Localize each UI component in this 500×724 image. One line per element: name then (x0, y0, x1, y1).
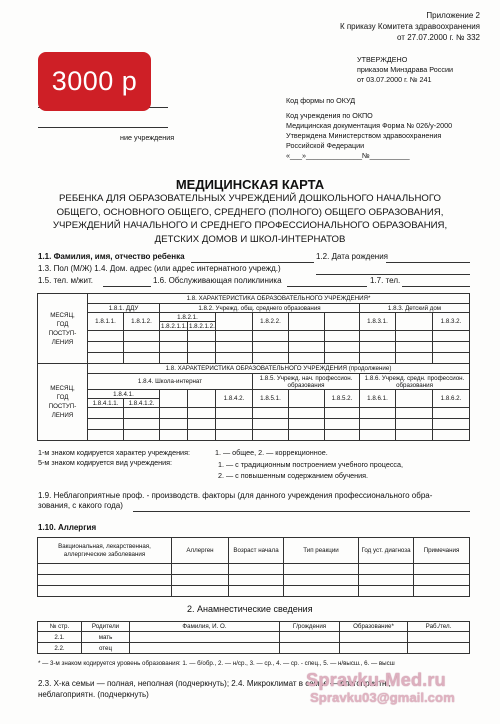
allergy-col-type: Вакциональная, лекарственная, аллергические заболевания (38, 538, 172, 564)
col-header: 1.8.6.2. (433, 390, 470, 408)
table-row (38, 353, 470, 364)
allergy-col-notes: Примечания (414, 538, 470, 564)
institution-table-1 (37, 293, 470, 364)
date-number-blank: «___»______________№__________ (286, 151, 410, 160)
col-header (325, 313, 360, 331)
month-year-header: МЕСЯЦ, ГОД ПОСТУП- ЛЕНИЯ (38, 294, 88, 364)
okpo-label: Код учреждения по ОКПО (286, 111, 373, 120)
col-header: 1.8.2.1. (160, 313, 216, 322)
okud-label: Код формы по ОКУД (286, 96, 356, 105)
fifth-sign-option-2: 2. — с повышенным содержанием обучения. (218, 471, 369, 480)
month-year-header: МЕСЯЦ, ГОД ПОСТУП- ЛЕНИЯ (38, 364, 88, 441)
table-row (38, 430, 470, 441)
watermark-email: Spravku03@gmail.com (310, 690, 455, 705)
col-header: 1.8.4.2. (216, 390, 253, 408)
col-header (216, 313, 253, 331)
group-secondary-professional: 1.8.6. Учрежд. средн. профессион. образования (360, 374, 470, 390)
factors-line-2: зования, с какого года) (38, 501, 123, 510)
col-header: 1.8.5.1. (253, 390, 289, 408)
col-header: 1.8.1.2. (124, 313, 160, 331)
anamnesis-title: 2. Анамнестические сведения (187, 604, 313, 614)
col-header: 1.8.3.2. (433, 313, 470, 331)
table-row (38, 575, 470, 586)
group-orphanage: 1.8.3. Детский дом (360, 304, 470, 313)
federation-label: Российской Федерации (286, 141, 365, 150)
family-line-1: 2.3. Х-ка семьи — полная, неполная (подчеркнуть); 2.4. Микроклимат в семье — благоприятн., (38, 679, 391, 688)
field-clinic-label: 1.6. Обслуживающая поликлиника (153, 276, 282, 285)
watermark-site: Spravku-Med.ru (306, 669, 446, 690)
order-date: от 27.07.2000 г. № 332 (397, 33, 480, 42)
first-sign-options: 1. — общее, 2. — коррекционное. (215, 448, 328, 457)
table-row (38, 564, 470, 575)
field-birth-date-line (386, 262, 470, 263)
allergy-col-year: Год уст. диагноза (359, 538, 414, 564)
field-sex-address-label: 1.3. Пол (М/Ж) 1.4. Дом. адрес (или адрес интернатного учрежд.) (38, 264, 281, 273)
col-subheader: 1.8.2.1.1. (161, 322, 187, 330)
col-header: 1.8.3.1. (360, 313, 396, 331)
institution-table-2 (37, 363, 470, 441)
table-row (38, 586, 470, 597)
col-header (396, 313, 433, 331)
table-row (38, 419, 470, 430)
subtitle-line-3: УЧРЕЖДЕНИЙ НАЧАЛЬНОГО И СРЕДНЕГО ПРОФЕССИОНАЛЬНОГО ОБРАЗОВАНИЯ, (52, 220, 448, 232)
allergy-col-allergen: Аллерген (172, 538, 229, 564)
subtitle-line-1: РЕБЕНКА ДЛЯ ОБРАЗОВАТЕЛЬНЫХ УЧРЕЖДЕНИЙ ДОШКОЛЬНОГО НАЧАЛЬНОГО (59, 193, 441, 204)
field-clinic-phone-label: 1.7. тел. (370, 276, 401, 285)
allergy-table (37, 537, 470, 597)
price-badge: 3000 р (38, 52, 151, 111)
table-row: 2.2. отец (38, 643, 470, 654)
factors-line (133, 511, 470, 512)
col-header: 1.8.6.1. (360, 390, 396, 408)
field-clinic-phone-line (402, 286, 470, 287)
left-partial-2: ние учреждения (120, 133, 175, 142)
col-header (188, 390, 216, 408)
factors-line-1: 1.9. Неблагоприятные проф. - производств. факторы (для данного учреждения профессионального обра- (38, 491, 433, 500)
field-full-name-label: 1.1. Фамилия, имя, отчество ребенка (38, 252, 185, 261)
anamnesis-col-name: Фамилия, И. О. (130, 622, 280, 632)
table1-title: 1.8. ХАРАКТЕРИСТИКА ОБРАЗОВАТЕЛЬНОГО УЧРЕЖДЕНИЯ* (88, 294, 470, 304)
table2-title: 1.8. ХАРАКТЕРИСТИКА ОБРАЗОВАТЕЛЬНОГО УЧРЕЖДЕНИЯ (продолжение) (88, 364, 470, 374)
field-birth-date-label: 1.2. Дата рождения (316, 252, 388, 261)
first-sign-note: 1-м знаком кодируется характер учреждения: (38, 448, 190, 457)
col-header (160, 390, 188, 408)
field-address-line (316, 274, 470, 275)
approved-ministry: Утверждена Министерством здравоохранения (286, 131, 442, 140)
group-general-school: 1.8.2. Учрежд. общ. среднего образования (160, 304, 360, 313)
document-title: МЕДИЦИНСКАЯ КАРТА (175, 177, 325, 192)
allergy-col-age: Возраст начала (229, 538, 284, 564)
appendix-label: Приложение 2 (426, 11, 480, 20)
family-line-2: неблагоприятн. (подчеркнуть) (38, 690, 149, 699)
col-subheader: 1.8.4.1.1. (88, 399, 124, 408)
field-clinic-line (287, 286, 367, 287)
anamnesis-table (37, 621, 470, 654)
approved-date: от 03.07.2000 г. № 241 (357, 75, 432, 84)
anamnesis-col-work: Раб./тел. (408, 622, 470, 632)
group-boarding-school: 1.8.4. Школа-интернат (88, 374, 253, 390)
anamnesis-col-num: № стр. (38, 622, 82, 632)
subtitle-line-2: ОБЩЕГО, ОСНОВНОГО ОБЩЕГО, СРЕДНЕГО (ПОЛНОГО) ОБЩЕГО ОБРАЗОВАНИЯ, (56, 206, 444, 218)
anamnesis-col-parents: Родители (82, 622, 130, 632)
group-initial-professional: 1.8.5. Учрежд. нач. профессион. образования (253, 374, 360, 390)
col-header: 1.8.5.2. (325, 390, 360, 408)
col-header: 1.8.4.1. (88, 390, 160, 399)
col-subheader: 1.8.4.1.2. (124, 399, 160, 408)
table-row (38, 331, 470, 342)
anamnesis-col-birth-year: Г/рождения (280, 622, 340, 632)
order-line: К приказу Комитета здравоохранения (339, 22, 480, 31)
field-home-phone-label: 1.5. тел. м/жит. (38, 276, 93, 285)
table-row (38, 408, 470, 419)
divider (38, 127, 168, 128)
subtitle-line-4: ДЕТСКИХ ДОМОВ И ШКОЛ-ИНТЕРНАТОВ (154, 233, 346, 245)
field-home-phone-line (103, 286, 151, 287)
fifth-sign-option-1: 1. — с традиционным построением учебного процесса, (218, 460, 404, 469)
education-footnote: * — 3-м знаком кодируется уровень образования: 1. — б/обр., 2. — н/ср., 3. — ср., 4. — ср. - спец., 5. — н/высш., 6. — высш (38, 660, 395, 667)
allergy-title: 1.10. Аллергия (38, 523, 97, 532)
col-header (289, 313, 325, 331)
fifth-sign-note: 5-м знаком кодируется вид учреждения: (38, 458, 173, 467)
table-row (38, 342, 470, 353)
med-doc-label: Медицинская документация Форма № 026/у-2000 (286, 121, 453, 130)
field-full-name-line (191, 262, 314, 263)
col-subheader: 1.8.2.1.2. (189, 322, 215, 330)
allergy-col-reaction: Тип реакции (284, 538, 359, 564)
col-header: 1.8.1.1. (88, 313, 124, 331)
approved-label: УТВЕРЖДЕНО (357, 55, 408, 64)
table-row: 2.1. мать (38, 632, 470, 643)
col-header (289, 390, 325, 408)
approved-by: приказом Минздрава России (357, 65, 453, 74)
col-header: 1.8.2.2. (253, 313, 289, 331)
col-header (396, 390, 433, 408)
group-ddu: 1.8.1. ДДУ (88, 304, 160, 313)
anamnesis-col-education: Образование* (340, 622, 408, 632)
